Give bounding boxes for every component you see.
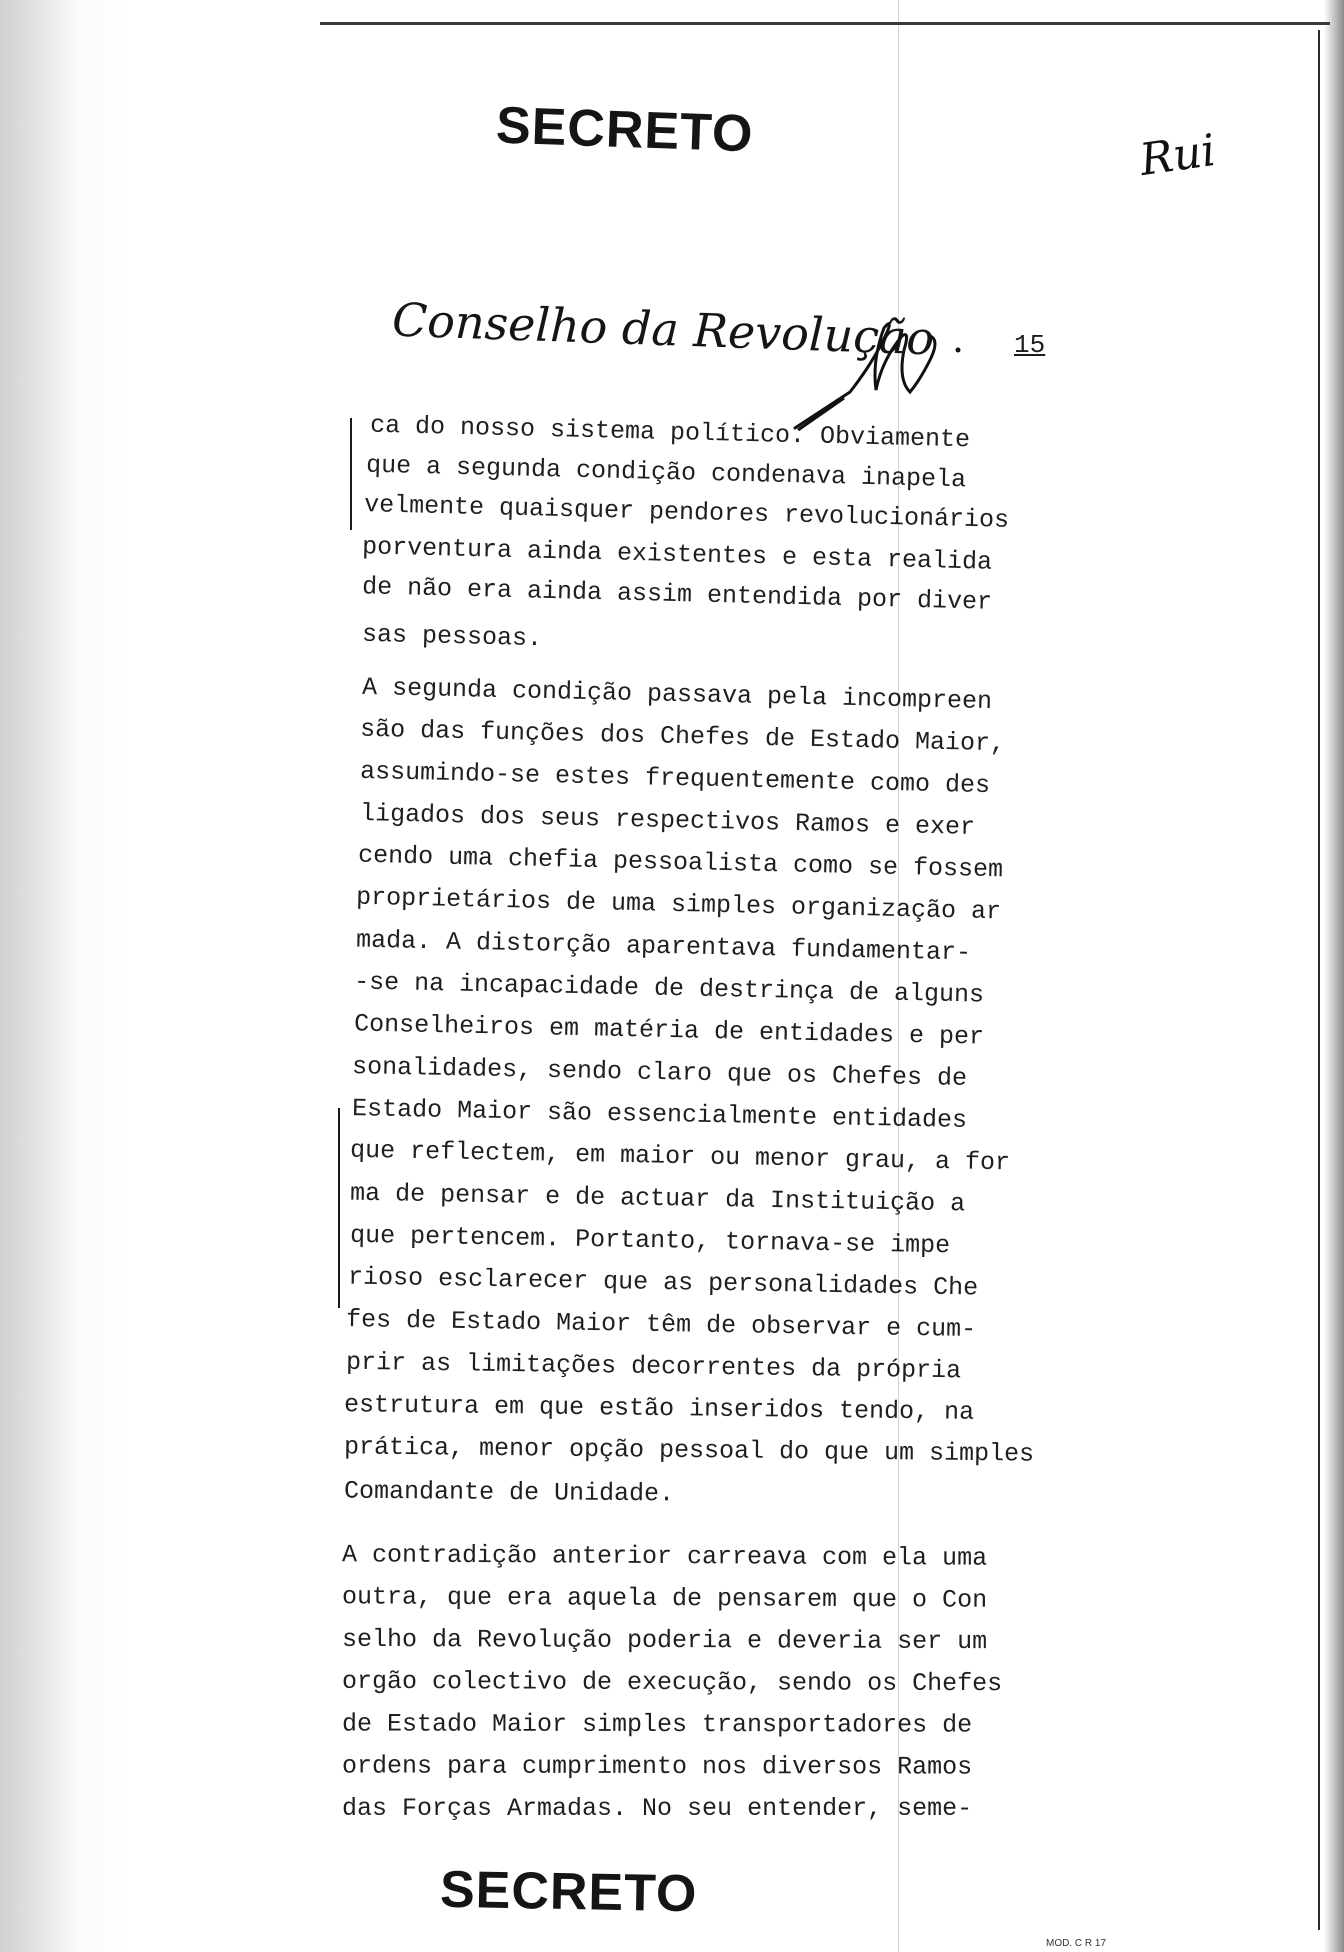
text-line: estrutura em que estão inseridos tendo, na bbox=[343, 1390, 975, 1427]
text-line: -se na incapacidade de destrinça de alguns bbox=[353, 967, 985, 1010]
text-line: sas pessoas. bbox=[361, 619, 543, 654]
text-line: A segunda condição passava pela incompreen bbox=[361, 672, 993, 717]
text-line: orgão colectivo de execução, sendo os Chefes bbox=[341, 1666, 1003, 1699]
text-line: rioso esclarecer que as personalidades Che bbox=[347, 1262, 979, 1303]
text-line: que reflectem, em maior ou menor grau, a for bbox=[349, 1135, 1011, 1178]
letterhead-title: Conselho da Revolução bbox=[391, 292, 936, 366]
text-line: cendo uma chefia pessoalista como se fossem bbox=[357, 840, 1004, 885]
margin-mark-1 bbox=[350, 418, 352, 530]
scan-edge-line-right bbox=[1318, 30, 1320, 1930]
text-line: que pertencem. Portanto, tornava-se impe bbox=[349, 1220, 951, 1261]
text-line: proprietários de uma simples organização ar bbox=[355, 882, 1002, 927]
text-line: porventura ainda existentes e esta realida bbox=[361, 532, 993, 577]
text-line: ligados dos seus respectivos Ramos e exer bbox=[359, 799, 976, 842]
text-line: Conselheiros em matéria de entidades e per bbox=[353, 1009, 985, 1052]
text-line: Estado Maior são essencialmente entidades bbox=[351, 1094, 968, 1135]
scan-top-edge bbox=[320, 22, 1330, 25]
text-line: que a segunda condição condenava inapela bbox=[365, 450, 967, 495]
page-number: 15 bbox=[1014, 330, 1046, 360]
text-line: ma de pensar e de actuar da Instituição a bbox=[349, 1178, 966, 1219]
text-line: fes de Estado Maior têm de observar e cum- bbox=[345, 1305, 977, 1344]
text-line: de não era ainda assim entendida por diver bbox=[361, 572, 993, 617]
text-line: de Estado Maior simples transportadores de bbox=[341, 1709, 973, 1740]
scan-edge-shadow-left bbox=[0, 0, 130, 1952]
form-code: MOD. C R 17 bbox=[1046, 1938, 1107, 1949]
text-line: assumindo-se estes frequentemente como des bbox=[359, 756, 991, 801]
handwritten-signature bbox=[780, 300, 980, 440]
text-line: são das funções dos Chefes de Estado Maior, bbox=[359, 714, 1006, 759]
fold-line bbox=[898, 0, 899, 1952]
text-line: mada. A distorção aparentava fundamentar- bbox=[355, 925, 972, 968]
text-line: outra, que era aquela de pensarem que o Con bbox=[341, 1582, 988, 1615]
text-line: sonalidades, sendo claro que os Chefes de bbox=[351, 1052, 968, 1093]
margin-mark-2 bbox=[338, 1108, 340, 1308]
text-line: prática, menor opção pessoal do que um simples bbox=[343, 1432, 1035, 1469]
scan-edge-shadow-right bbox=[1324, 0, 1344, 1952]
text-line: ordens para cumprimento nos diversos Ramos bbox=[341, 1751, 973, 1782]
classification-stamp-top: SECRETO bbox=[495, 96, 755, 164]
text-line: Comandante de Unidade. bbox=[343, 1476, 675, 1509]
text-line: A contradição anterior carreava com ela uma bbox=[341, 1540, 988, 1573]
classification-stamp-bottom: SECRETO bbox=[439, 1860, 698, 1924]
text-line: velmente quaisquer pendores revolucionários bbox=[363, 490, 1010, 535]
text-line: prir as limitações decorrentes da própria bbox=[345, 1347, 962, 1386]
text-line: ca do nosso sistema político. Obviamente bbox=[369, 410, 971, 455]
text-line: selho da Revolução poderia e deveria ser um bbox=[341, 1624, 988, 1657]
text-line: das Forças Armadas. No seu entender, seme- bbox=[342, 1794, 973, 1823]
handwritten-initials: Rui bbox=[1136, 124, 1219, 187]
